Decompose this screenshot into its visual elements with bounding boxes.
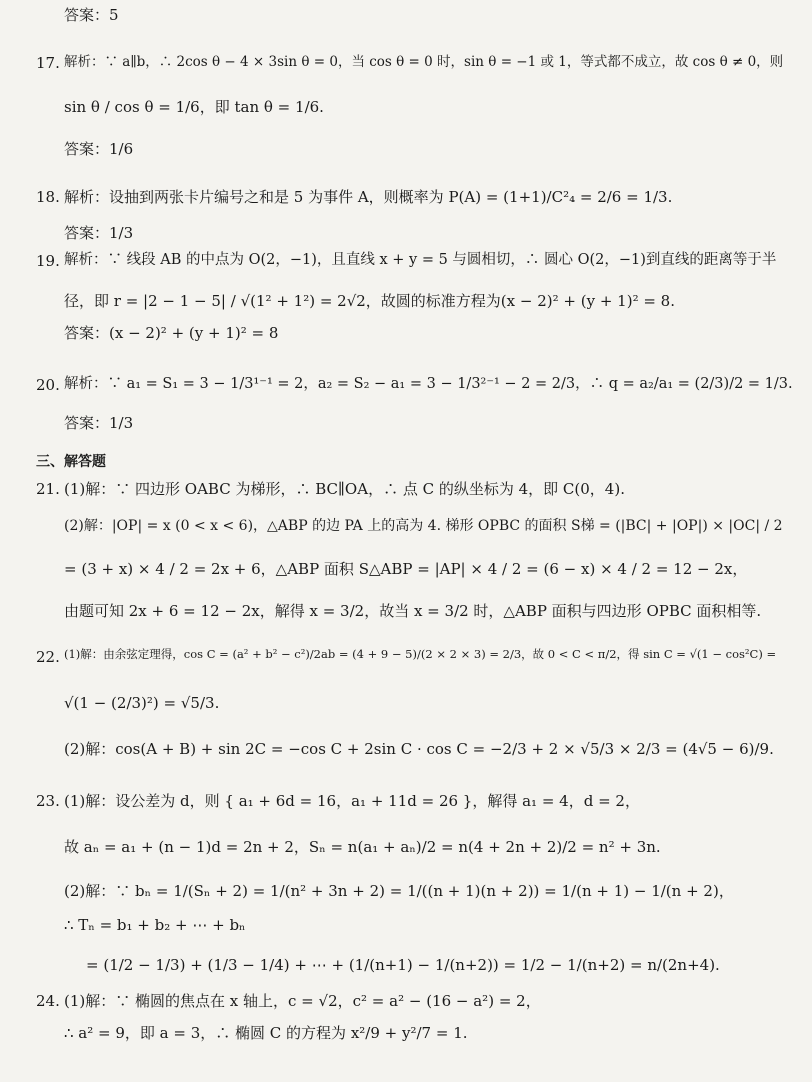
q23-line-5: = (1/2 − 1/3) + (1/3 − 1/4) + ⋯ + (1/(n+1) − 1/(n+2)) = 1/2 − 1/(n+2) = n/(2n+4). [86, 956, 720, 974]
answer-20: 答案：1/3 [64, 414, 134, 432]
q21-line-2: (2)解：|OP| = x (0 < x < 6)，△ABP 的边 PA 上的高为 4. 梯形 OPBC 的面积 S梯 = (|BC| + |OP|) × |OC| / 2 [64, 518, 783, 534]
q17-line-1: 解析：∵ a∥b，∴ 2cos θ − 4 × 3sin θ = 0，当 cos θ = 0 时，sin θ = −1 或 1，等式都不成立，故 cos θ ≠ 0，则 [64, 54, 784, 70]
q21-line-3: = (3 + x) × 4 / 2 = 2x + 6，△ABP 面积 S△ABP = |AP| × 4 / 2 = (6 − x) × 4 / 2 = 12 − 2x， [64, 560, 748, 578]
q18-number: 18. [36, 188, 60, 206]
q19-line-2: 径，即 r = |2 − 1 − 5| / √(1² + 1²) = 2√2，故圆的标准方程为(x − 2)² + (y + 1)² = 8. [64, 292, 675, 310]
q21-line-4: 由题可知 2x + 6 = 12 − 2x，解得 x = 3/2，故当 x = 3/2 时，△ABP 面积与四边形 OPBC 面积相等. [64, 602, 762, 620]
q22-line-2: √(1 − (2/3)²) = √5/3. [64, 694, 220, 712]
q21-line-1: (1)解：∵ 四边形 OABC 为梯形，∴ BC∥OA，∴ 点 C 的纵坐标为 4，即 C(0，4). [64, 480, 625, 498]
section-heading-3: 三、解答题 [36, 454, 106, 470]
q24-number: 24. [36, 992, 60, 1010]
q23-line-4: ∴ Tₙ = b₁ + b₂ + ⋯ + bₙ [64, 916, 246, 934]
answer-19: 答案：(x − 2)² + (y + 1)² = 8 [64, 324, 279, 342]
q24-line-2: ∴ a² = 9，即 a = 3，∴ 椭圆 C 的方程为 x²/9 + y²/7 = 1. [64, 1024, 468, 1042]
q22-number: 22. [36, 648, 60, 666]
q23-number: 23. [36, 792, 60, 810]
answer-17: 答案：1/6 [64, 140, 134, 158]
q23-line-1: (1)解：设公差为 d，则 { a₁ + 6d = 16，a₁ + 11d = 26 }，解得 a₁ = 4，d = 2， [64, 792, 640, 810]
q20-line-1: 解析：∵ a₁ = S₁ = 3 − 1/3¹⁻¹ = 2，a₂ = S₂ − a₁ = 3 − 1/3²⁻¹ − 2 = 2/3，∴ q = a₂/a₁ = (2/3)/2 = 1/3. [64, 376, 793, 392]
q21-number: 21. [36, 480, 60, 498]
q22-line-1: (1)解：由余弦定理得，cos C = (a² + b² − c²)/2ab = (4 + 9 − 5)/(2 × 2 × 3) = 2/3，故 0 < C < π/2，得 sin C = √(1 − cos²C) = [64, 647, 777, 661]
q17-line-2: sin θ / cos θ = 1/6，即 tan θ = 1/6. [64, 98, 324, 116]
answer-18: 答案：1/3 [64, 224, 134, 242]
q24-line-1: (1)解：∵ 椭圆的焦点在 x 轴上，c = √2，c² = a² − (16 − a²) = 2， [64, 992, 541, 1010]
q23-line-3: (2)解：∵ bₙ = 1/(Sₙ + 2) = 1/(n² + 3n + 2) = 1/((n + 1)(n + 2)) = 1/(n + 1) − 1/(n + 2)， [64, 882, 734, 900]
q19-line-1: 解析：∵ 线段 AB 的中点为 O(2，−1)，且直线 x + y = 5 与圆相切，∴ 圆心 O(2，−1)到直线的距离等于半 [64, 252, 777, 268]
q20-number: 20. [36, 376, 60, 394]
q18-line-1: 解析：设抽到两张卡片编号之和是 5 为事件 A，则概率为 P(A) = (1+1)/C²₄ = 2/6 = 1/3. [64, 188, 673, 206]
q19-number: 19. [36, 252, 60, 270]
q22-line-3: (2)解：cos(A + B) + sin 2C = −cos C + 2sin C · cos C = −2/3 + 2 × √5/3 × 2/3 = (4√5 − 6)/9. [64, 740, 774, 758]
q23-line-2: 故 aₙ = a₁ + (n − 1)d = 2n + 2，Sₙ = n(a₁ + aₙ)/2 = n(4 + 2n + 2)/2 = n² + 3n. [64, 838, 661, 856]
answer-16: 答案：5 [64, 6, 119, 24]
q17-number: 17. [36, 54, 60, 72]
